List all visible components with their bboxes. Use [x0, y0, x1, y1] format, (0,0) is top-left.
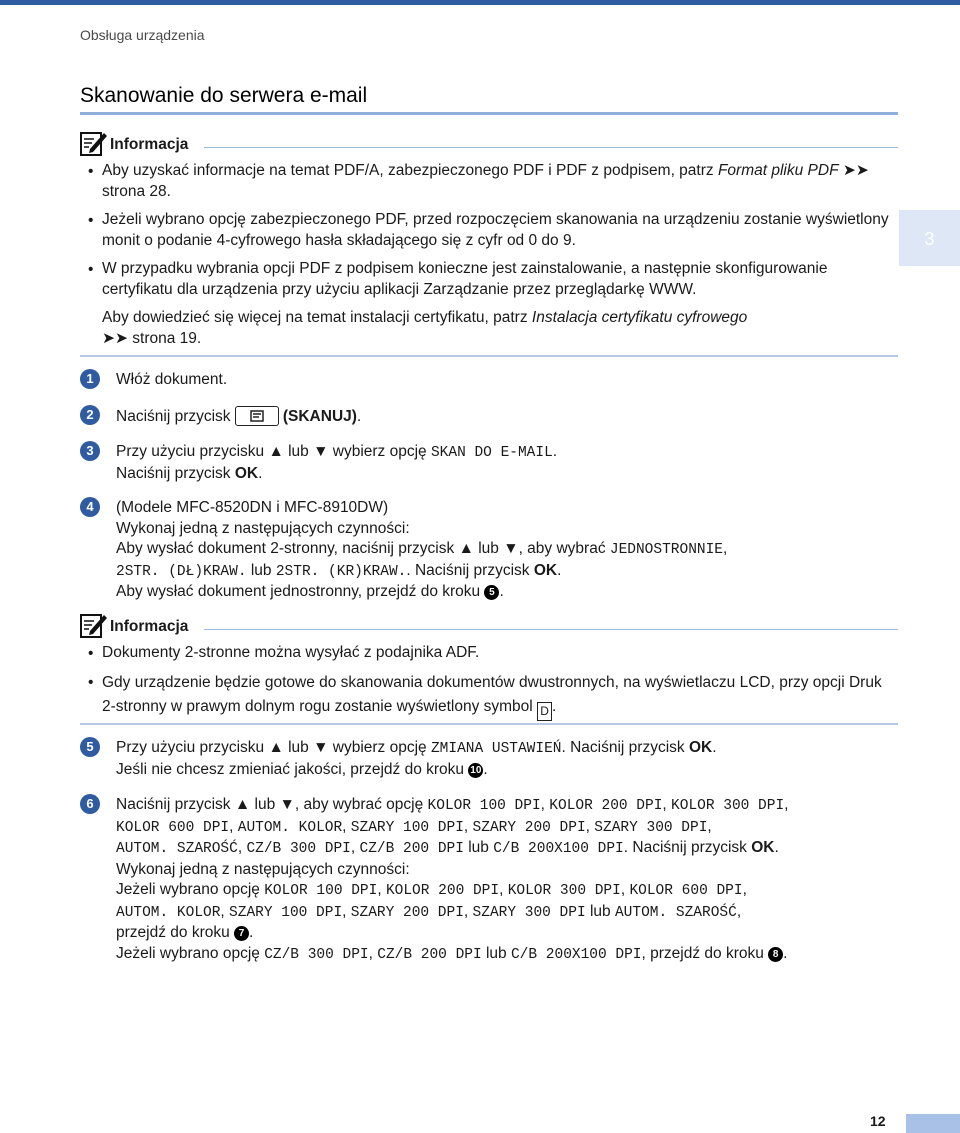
- up-arrow-icon: ▲: [268, 739, 284, 756]
- chapter-tab: [899, 210, 960, 266]
- note-label: Informacja: [110, 136, 189, 153]
- up-arrow-icon: ▲: [234, 796, 251, 813]
- double-arrow-icon: ➤➤: [102, 330, 128, 347]
- note-pencil-icon: [80, 611, 108, 639]
- note-item: Dokumenty 2-stronne można wysyłać z podajnika ADF.: [102, 644, 480, 661]
- scan-key-label: (SKANUJ): [282, 408, 357, 425]
- bullet-dot: •: [88, 674, 94, 691]
- down-arrow-icon: ▼: [503, 540, 519, 557]
- step-number-2: 2: [80, 405, 100, 425]
- up-arrow-icon: ▲: [458, 540, 474, 557]
- bullet-dot: •: [88, 261, 94, 278]
- step-ref-circle: 7: [234, 926, 249, 941]
- double-arrow-icon: ➤➤: [842, 162, 869, 179]
- step-text: Przy użyciu przycisku ▲ lub ▼ wybierz opcję SKAN DO E-MAIL. Naciśnij przycisk OK.: [116, 443, 558, 482]
- note-header: [80, 129, 898, 159]
- note-label: Informacja: [110, 618, 189, 635]
- bullet-dot: •: [88, 212, 94, 229]
- step-text: Naciśnij przycisk ▲ lub ▼, aby wybrać opcję KOLOR 100 DPI, KOLOR 200 DPI, KOLOR 300 DPI, KOLOR 600 DPI, AUTOM. KOLOR, SZARY 100 DPI, SZARY 200 DPI, SZARY 300 DPI, AUTOM. SZAROŚĆ, CZ/B 300 DPI, CZ/B 200 DPI lub C/B 200X100 DPI. Naciśnij przycisk OK. Wykonaj jedną z następujących czynności: Jeżeli wybrano opcję KOLOR 100 DPI, KOLOR 200 DPI, KOLOR 300 DPI, KOLOR 600 DPI, AUTOM. KOLOR, SZARY 100 DPI, SZARY 200 DPI, SZARY 300 DPI lub AUTOM. SZAROŚĆ, przejdź do kroku 7 . Jeżeli wybrano opcję CZ/B 300 DPI, CZ/B 200 DPI lub C/B 200X100 DPI, przejdź do kroku 8 .: [116, 796, 789, 963]
- bullet-dot: •: [88, 163, 94, 180]
- step-number-5: 5: [80, 737, 100, 757]
- note-end-rule: [80, 723, 898, 725]
- step-number-6: 6: [80, 794, 100, 814]
- step-text: Przy użyciu przycisku ▲ lub ▼ wybierz opcję ZMIANA USTAWIEŃ. Naciśnij przycisk OK. Jeśli nie chcesz zmieniać jakości, przejdź do kroku 10 .: [116, 739, 717, 778]
- step-text: (Modele MFC-8520DN i MFC-8910DW) Wykonaj jedną z następujących czynności: Aby wysłać dokument 2-stronny, naciśnij przycisk ▲ lub ▼, aby wybrać JEDNOSTRONNIE, 2STR. (DŁ)KRAW. lub 2STR. (KR)KRAW.. Naciśnij przycisk OK. Aby wysłać dokument jednostronny, przejdź do kroku 5 .: [116, 499, 728, 600]
- duplex-symbol-icon: D: [537, 702, 552, 721]
- down-arrow-icon: ▼: [313, 739, 329, 756]
- chapter-number: 3: [924, 229, 935, 249]
- page-title: Skanowanie do serwera e-mail: [80, 84, 368, 107]
- running-header: Obsługa urządzenia: [80, 27, 205, 43]
- step-text: Naciśnij przycisk (SKANUJ).: [116, 408, 362, 425]
- step-number-1: 1: [80, 369, 100, 389]
- step-number-3: 3: [80, 441, 100, 461]
- cross-reference-link[interactable]: Format pliku PDF: [717, 162, 839, 179]
- bullet-dot: •: [88, 645, 94, 662]
- note-item: Aby uzyskać informacje na temat PDF/A, zabezpieczonego PDF i PDF z podpisem, patrz Format pliku PDF ➤➤ strona 28.: [102, 162, 869, 200]
- note-item: Jeżeli wybrano opcję zabezpieczonego PDF, przed rozpoczęciem skanowania na urządzeniu zostanie wyświetlony monit o podanie 4-cyfrowego hasła składającego się z cyfr od 0 do 9.: [102, 211, 889, 249]
- note-rule: [204, 147, 898, 148]
- step-ref-circle: 8: [768, 947, 783, 962]
- note-rule: [204, 629, 898, 630]
- step-number-4: 4: [80, 497, 100, 517]
- step-ref-circle: 5: [484, 585, 499, 600]
- step-text: Włóż dokument.: [116, 371, 228, 388]
- page-number-bar: [906, 1114, 960, 1133]
- note-item: Gdy urządzenie będzie gotowe do skanowania dokumentów dwustronnych, na wyświetlaczu LCD, przy opcji Druk 2-stronny w prawym dolnym rogu zostanie wyświetlony symbol D .: [102, 671, 898, 721]
- title-underline: [80, 112, 898, 115]
- note-pencil-icon: [80, 129, 108, 157]
- page-number: 12: [870, 1113, 886, 1129]
- note-header: [80, 611, 898, 641]
- note-paragraph: Aby dowiedzieć się więcej na temat instalacji certyfikatu, patrz Instalacja certyfikatu cyfrowego ➤➤ strona 19.: [102, 309, 748, 347]
- down-arrow-icon: ▼: [279, 796, 295, 813]
- top-accent-bar: [0, 0, 960, 5]
- down-arrow-icon: ▼: [313, 443, 329, 460]
- note-item: W przypadku wybrania opcji PDF z podpisem konieczne jest zainstalowanie, a następnie skonfigurowanie certyfikatu dla urządzenia przy użyciu aplikacji Zarządzanie przez przeglądarkę WWW.: [102, 260, 828, 298]
- up-arrow-icon: ▲: [268, 443, 284, 460]
- note-end-rule: [80, 355, 898, 357]
- scan-key-icon: [235, 406, 279, 426]
- cross-reference-link[interactable]: Instalacja certyfikatu cyfrowego: [531, 309, 748, 326]
- step-ref-circle: 10: [470, 764, 482, 776]
